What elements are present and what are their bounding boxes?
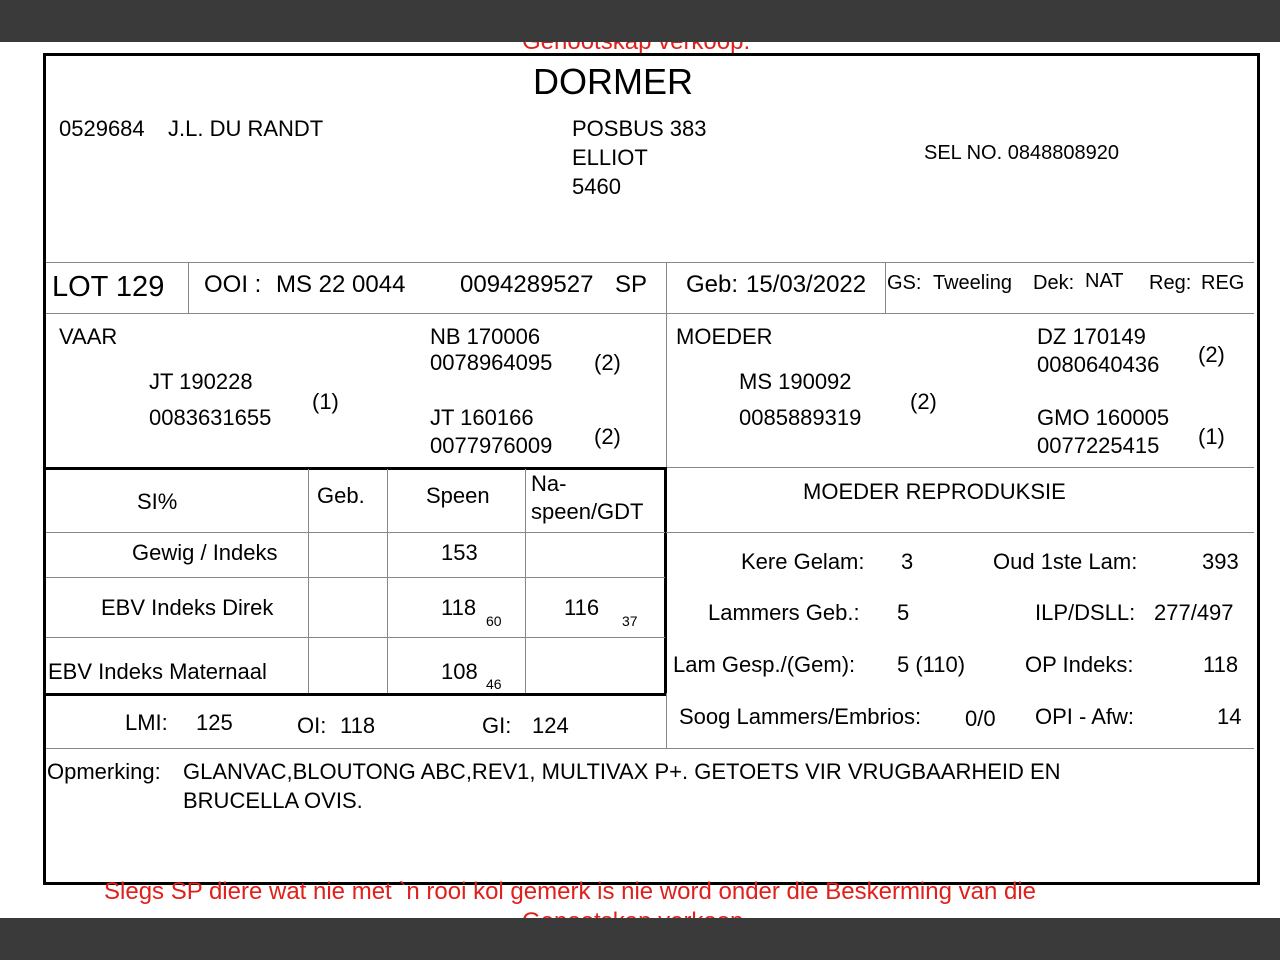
rule-lot-v2 [666,262,667,313]
owner-name: J.L. DU RANDT [168,116,324,141]
opi-label: OPI - Afw: [1035,704,1135,729]
rule-lot-v3 [885,262,886,313]
kere-value: 3 [901,549,914,574]
vaar-dam-id: JT 160166 [430,405,534,430]
si-row-rule-3 [46,637,665,638]
dek-label: Dek: [1033,272,1075,294]
si-col-rule-1 [308,469,309,693]
repro-title-rule [666,532,1254,533]
vaar-id: JT 190228 [149,369,253,394]
soog-value: 0/0 [965,706,996,731]
si-row-naspeen-sub: 37 [622,613,638,629]
si-table-bottom [44,693,667,696]
owner-address-3: 5460 [572,174,621,199]
opmerking-line-2: BRUCELLA OVIS. [183,788,363,813]
gi-label: GI: [482,713,512,738]
si-row-speen: 108 [441,659,478,684]
footer-note-1: Slegs SP diere wat nie met `n rooi kol gemerk is nie word onder die Beskerming van die [104,878,1037,905]
owner-address-2: ELLIOT [572,145,648,170]
vaar-grade: (1) [312,389,339,414]
repro-lower-divider [666,693,667,748]
geb-date: 15/03/2022 [746,271,867,298]
si-row-rule-2 [46,577,665,578]
si-row-speen: 118 [441,595,477,620]
gi-value: 124 [532,713,569,738]
moeder-sire-id: DZ 170149 [1037,324,1146,349]
moeder-sire-number: 0080640436 [1037,352,1160,377]
si-row-rule-1 [46,532,665,533]
vaar-sire-number: 0078964095 [430,350,553,375]
ooi-class: SP [615,271,648,298]
vaar-dam-number: 0077976009 [430,433,553,458]
si-col-speen: Speen [426,483,490,508]
bottom-bar [0,918,1280,960]
repro-title: MOEDER REPRODUKSIE [803,479,1066,504]
ooi-id: MS 22 0044 [276,271,406,298]
ooi-label: OOI : [204,271,262,298]
si-col-naspeen-1: Na- [531,471,567,496]
si-col-si: SI% [137,489,178,514]
dek-value: NAT [1085,270,1124,292]
owner-cell: SEL NO. 0848808920 [924,142,1119,164]
owner-code: 0529684 [59,116,145,141]
lot-number: LOT 129 [52,271,165,303]
vaar-sire-id: NB 170006 [430,324,541,349]
si-col-geb: Geb. [317,483,365,508]
gs-label: GS: [887,272,922,294]
ilp-value: 277/497 [1154,600,1234,625]
si-col-naspeen-2: speen/GDT [531,499,644,524]
rule-opmerking-top [46,748,1254,749]
moeder-number: 0085889319 [739,405,862,430]
lammers-value: 5 [897,600,910,625]
vaar-number: 0083631655 [149,405,272,430]
op-label: OP Indeks: [1025,652,1134,677]
si-row-label: Gewig / Indeks [132,540,278,565]
moeder-dam-grade: (1) [1198,424,1225,449]
opi-value: 14 [1217,704,1242,729]
si-table-top [44,467,667,470]
reg-value: REG [1201,272,1245,294]
vaar-sire-grade: (2) [594,350,621,375]
si-col-rule-3 [525,469,526,693]
breed-title: DORMER [533,61,693,102]
top-bar [0,0,1280,42]
oud-label: Oud 1ste Lam: [993,549,1138,574]
kere-label: Kere Gelam: [741,549,865,574]
oi-label: OI: [297,713,327,738]
si-row-label: EBV Indeks Direk [101,595,274,620]
vaar-dam-grade: (2) [594,424,621,449]
moeder-grade: (2) [910,389,937,414]
si-col-rule-2 [387,469,388,693]
gs-value: Tweeling [933,272,1012,294]
gesp-value: 5 (110) [897,652,966,677]
lmi-value: 125 [196,710,233,735]
si-row-speen-sub: 60 [486,613,502,629]
si-row-label: EBV Indeks Maternaal [48,659,267,684]
geb-label: Geb: [686,271,739,298]
moeder-id: MS 190092 [739,369,852,394]
rule-lot-top [46,262,1254,263]
lammers-label: Lammers Geb.: [708,600,860,625]
rule-pedigree-bottom [666,467,1254,468]
rule-pedigree-mid [666,313,667,468]
rule-lot-v1 [188,262,189,313]
oi-value: 118 [340,713,376,738]
moeder-dam-number: 0077225415 [1037,433,1160,458]
oud-value: 393 [1202,549,1239,574]
moeder-dam-id: GMO 160005 [1037,405,1170,430]
rule-lot-bottom [46,313,1254,314]
si-row-speen: 153 [441,540,478,565]
lmi-label: LMI: [125,710,168,735]
moeder-sire-grade: (2) [1198,342,1225,367]
owner-address-1: POSBUS 383 [572,116,707,141]
ilp-label: ILP/DSLL: [1035,600,1136,625]
vaar-label: VAAR [59,324,118,349]
ooi-number: 0094289527 [460,271,594,298]
op-value: 118 [1203,652,1239,677]
soog-label: Soog Lammers/Embrios: [679,704,922,729]
si-table-right [664,467,667,696]
gesp-label: Lam Gesp./(Gem): [673,652,856,677]
reg-label: Reg: [1149,272,1192,294]
opmerking-label: Opmerking: [47,759,161,784]
moeder-label: MOEDER [676,324,773,349]
opmerking-line-1: GLANVAC,BLOUTONG ABC,REV1, MULTIVAX P+. GETOETS VIR VRUGBAARHEID EN [183,759,1061,784]
si-row-naspeen: 116 [564,595,600,620]
si-row-speen-sub: 46 [486,676,502,692]
